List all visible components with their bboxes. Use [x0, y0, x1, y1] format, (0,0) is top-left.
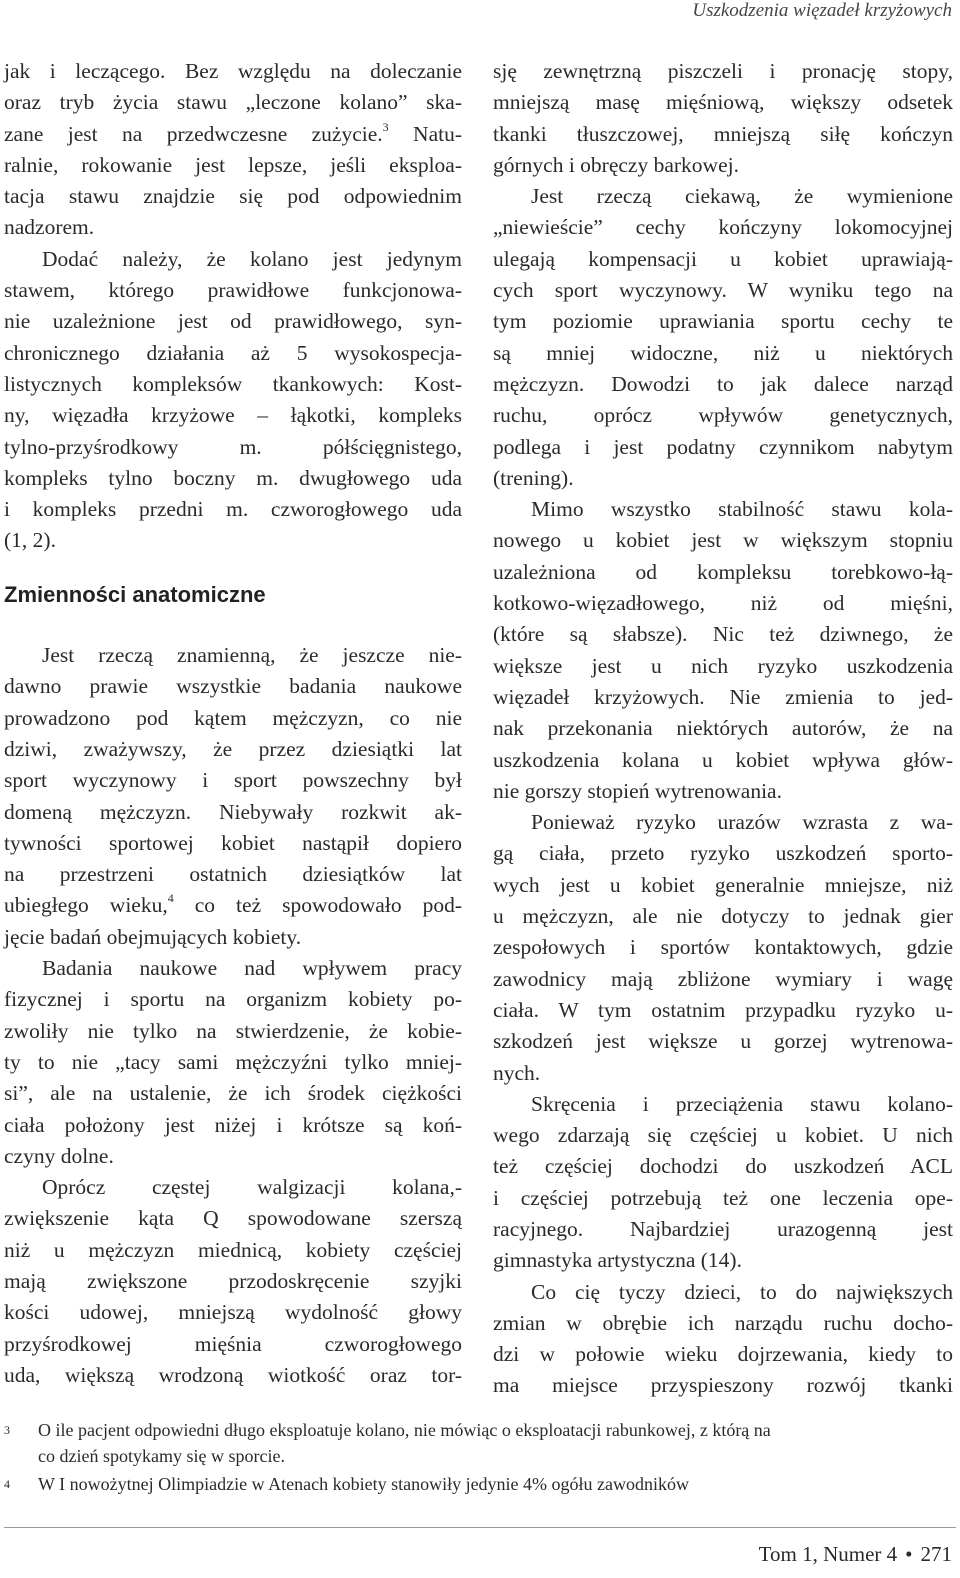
text-line: nak przekonania niektórych autorów, że na — [493, 716, 953, 741]
text-line: (które są słabsze). Nic też dziwnego, że — [493, 622, 953, 647]
text-line: prowadzono pod kątem mężczyzn, co nie — [4, 705, 462, 730]
text-line: mają zwiększone przodoskręcenie szyjki — [4, 1268, 462, 1293]
page-number: 271 — [920, 1542, 952, 1566]
text-line: na przestrzeni ostatnich dziesiątków lat — [4, 862, 462, 887]
text-line: dzi w połowie wieku dojrzewania, kiedy to — [493, 1342, 953, 1367]
text-line: zwoliły nie tylko na stwierdzenie, że kobie- — [4, 1018, 462, 1043]
text-line: zespołowych i sportów kontaktowych, gdzie — [493, 935, 953, 960]
text-line: jęcie badań obejmujących kobiety. — [4, 924, 302, 949]
paragraph — [4, 244, 462, 557]
text-line: ma miejsce przyspieszony rozwój tkanki — [493, 1373, 953, 1398]
paragraph — [4, 953, 462, 1172]
text-line: (trening). — [493, 465, 574, 490]
text-line: Co cię tyczy dzieci, to do największych — [531, 1279, 953, 1304]
journal-volume: Tom 1, Numer 4 — [758, 1542, 898, 1566]
text-line: sję zewnętrzną piszczeli i pronację stopy, — [493, 59, 953, 83]
text-line: wych jest u kobiet generalnie mniejsze, niż — [493, 872, 953, 897]
paragraph — [4, 640, 462, 953]
text-line: ciała. W tym ostatnim przypadku ryzyko u- — [493, 997, 953, 1022]
paragraph — [493, 181, 953, 494]
text-line: nych. — [493, 1060, 541, 1085]
running-head: Uszkodzenia więzadeł krzyżowych — [692, 0, 952, 21]
text-line: gą ciała, przeto ryzyko uszkodzeń sporto- — [493, 841, 953, 866]
text-line: mniejszą masę mięśniową, większy odsetek — [493, 90, 953, 115]
text-line: zwiększenie kąta Q spowodowane szerszą — [4, 1206, 462, 1231]
text-line: uszkodzenia kolana u kobiet wpływa głów- — [493, 747, 953, 772]
text-line: tym poziomie uprawiania sportu cechy te — [493, 309, 953, 334]
text-line: Ponieważ ryzyko urazów wzrasta z wa- — [531, 810, 953, 835]
text-line: Dodać należy, że kolano jest jedynym — [42, 246, 462, 271]
footnote-text: O ile pacjent odpowiedni długo eksploatuje kolano, nie mówiąc o eksploatacji rabunkowej, z którą na — [38, 1420, 771, 1440]
text-line: domeną mężczyzn. Niebywały rozkwit ak- — [4, 799, 462, 824]
text-line: uda, większą wrodzoną wiotkość oraz tor- — [4, 1362, 462, 1387]
text-line: u mężczyzn, ale nie dotyczy to jednak gier — [493, 904, 953, 929]
text-line: górnych i obręczy barkowej. — [493, 152, 739, 177]
paragraph — [4, 1172, 462, 1391]
text-line: ty to nie „tacy sami mężczyźni tylko mniej- — [4, 1049, 462, 1074]
page-footer — [759, 1542, 952, 1567]
text-line: niż u mężczyzn miednicą, kobiety częściej — [4, 1237, 462, 1262]
text-line: zawodnicy mają zbliżone wymiary i wagę — [493, 966, 953, 991]
text-line: dawno prawie wszystkie badania naukowe — [4, 674, 462, 699]
right-column — [493, 56, 953, 1402]
section-heading: Zmienności anatomiczne — [4, 581, 266, 607]
text-line: wego zdarzają się częściej u kobiet. U nich — [493, 1123, 953, 1148]
text-line: tkanki tłuszczowej, mniejszą siłę kończyn — [493, 121, 953, 146]
text-line: zane jest na przedwczesne zużycie.$^3$ Natu- — [4, 119, 462, 146]
footnote-ref[interactable]: 4 — [167, 891, 174, 906]
text-line: też częściej dochodzi do uszkodzeń ACL — [493, 1154, 953, 1179]
text-line: czyny dolne. — [4, 1143, 114, 1168]
text-line: gimnastyka artystyczna (14). — [493, 1248, 742, 1273]
text-line: Jest rzeczą znamienną, że jeszcze nie- — [42, 643, 462, 668]
text-line: stawem, którego prawidłowe funkcjonowa- — [4, 278, 462, 303]
text-line: ubiegłego wieku,$^4$ co też spowodowało pod- — [4, 891, 462, 918]
text-line: ralnie, rokowanie jest lepsze, jeśli eksploa- — [4, 152, 462, 177]
text-line: podlega i jest podatny czynnikom nabytym — [493, 434, 953, 459]
bullet-separator: • — [905, 1542, 913, 1566]
text-line: ny, więzadła krzyżowe – łąkotki, kompleks — [4, 403, 462, 428]
text-line: kości udowej, mniejszą wydolność głowy — [4, 1300, 462, 1325]
text-line: (1, 2). — [4, 528, 56, 553]
footnote-number: 3 — [4, 1423, 10, 1437]
text-line: więzadeł krzyżowych. Nie zmienia to jed- — [493, 684, 953, 709]
paragraph — [4, 56, 462, 244]
paragraph — [493, 1277, 953, 1402]
text-line: kotkowo-więzadłowego, niż od mięśni, — [493, 591, 953, 616]
text-line: fizycznej i sportu na organizm kobiety po- — [4, 987, 462, 1012]
text-line: zmian w obrębie ich narządu ruchu docho- — [493, 1310, 953, 1335]
text-line: mężczyzn. Dowodzi to jak dalece narząd — [493, 371, 953, 396]
text-line: dziwi, zważywszy, że przez dziesiątki lat — [4, 736, 462, 761]
text-line: tylno-przyśrodkowy m. półścięgnistego, — [4, 434, 462, 459]
paragraph — [493, 56, 953, 181]
footnotes — [4, 1417, 954, 1497]
text-line: uzależniona od kompleksu torebkowo-łą- — [493, 559, 953, 584]
text-line: Jest rzeczą ciekawą, że wymienione — [531, 184, 953, 209]
footnote — [4, 1417, 954, 1469]
text-line: chronicznego działania aż 5 wysokospecja- — [4, 340, 462, 365]
paragraph — [493, 807, 953, 1089]
footnote — [4, 1471, 954, 1497]
text-line: Badania naukowe nad wpływem pracy — [42, 956, 462, 981]
text-line: przyśrodkowej mięśnia czworogłowego — [4, 1331, 462, 1356]
text-line: i kompleks przedni m. czworogłowego uda — [4, 497, 462, 522]
paragraph — [493, 494, 953, 807]
paragraph — [493, 1089, 953, 1277]
text-line: ruchu, oprócz wpływów genetycznych, — [493, 403, 953, 428]
text-line: racyjnego. Najbardziej urazogenną jest — [493, 1216, 953, 1241]
text-line: nadzorem. — [4, 215, 95, 240]
text-line: ciała położony jest niżej i krótsze są koń- — [4, 1112, 462, 1137]
footnote-ref[interactable]: 3 — [382, 119, 389, 134]
text-line: jak i leczącego. Bez względu na doleczanie — [4, 59, 462, 83]
text-line: Mimo wszystko stabilność stawu kola- — [531, 497, 953, 522]
left-column — [4, 56, 462, 1391]
text-line: ulegają kompensacji u kobiet uprawiają- — [493, 246, 953, 271]
text-line: kompleks tylno boczny m. dwugłowego uda — [4, 465, 462, 490]
text-line: „niewieście” cechy kończyny lokomocyjnej — [493, 215, 953, 240]
text-line: sport wyczynowy i sport powszechny był — [4, 768, 462, 793]
text-line: są mniej widoczne, niż u niektórych — [493, 340, 953, 365]
text-line: cych sport wyczynowy. W wyniku tego na — [493, 278, 953, 303]
text-line: i częściej potrzebują też one leczenia ope- — [493, 1185, 953, 1210]
text-line: szkodzeń jest większe u gorzej wytrenowa- — [493, 1029, 953, 1054]
text-line: Oprócz częstej walgizacji kolana,- — [42, 1175, 462, 1200]
text-line: większe jest u nich ryzyko uszkodzenia — [493, 653, 953, 678]
footnote-number: 4 — [4, 1477, 10, 1491]
footnote-text: W I nowożytnej Olimpiadzie w Atenach kobiety stanowiły jedynie 4% ogółu zawodników — [38, 1474, 690, 1494]
text-line: Skręcenia i przeciążenia stawu kolano- — [531, 1091, 953, 1116]
text-line: oraz tryb życia stawu „leczone kolano” ska- — [4, 90, 462, 115]
text-line: nowego u kobiet jest w większym stopniu — [493, 528, 953, 553]
text-line: tacja stawu znajdzie się pod odpowiednim — [4, 184, 462, 209]
text-line: nie uzależnione jest od prawidłowego, syn- — [4, 309, 462, 334]
text-line: si”, ale na ustalenie, że ich środek ciężkości — [4, 1081, 462, 1106]
text-line: listycznych kompleksów tkankowych: Kost- — [4, 371, 462, 396]
footer-divider — [4, 1527, 956, 1528]
footnote-text: co dzień spotykamy się w sporcie. — [38, 1446, 285, 1466]
text-line: tywności sportowej kobiet nastąpił dopiero — [4, 830, 462, 855]
text-line: nie gorszy stopień wytrenowania. — [493, 778, 782, 803]
